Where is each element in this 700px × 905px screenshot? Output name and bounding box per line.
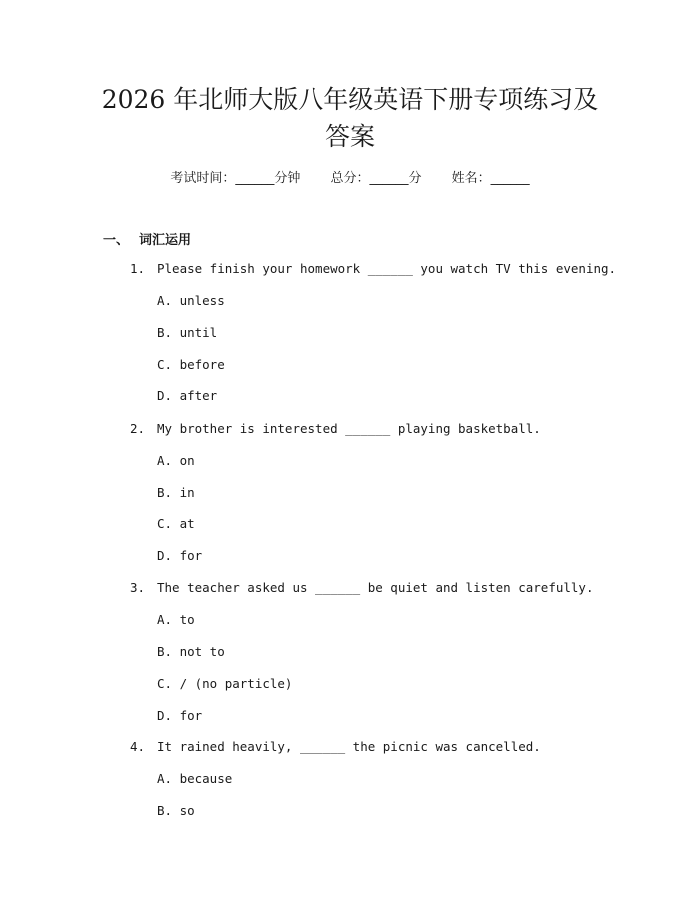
option-1b: B. until (157, 325, 218, 340)
option-3c: C. / (no particle) (157, 676, 293, 691)
question-text: The teacher asked us ______ be quiet and listen carefully. (157, 580, 594, 595)
option-4a: A. because (157, 771, 233, 786)
option-1c: C. before (157, 357, 225, 372)
option-2b: B. in (157, 485, 195, 500)
option-2d: D. for (157, 548, 203, 563)
section-title: 词汇运用 (139, 233, 192, 248)
option-4b: B. so (157, 803, 195, 818)
question-2 (130, 421, 541, 436)
question-text: My brother is interested ______ playing basketball. (157, 421, 541, 436)
document-title-line1: 2026 年北师大版八年级英语下册专项练习及 (101, 85, 599, 114)
option-3a: A. to (157, 612, 195, 627)
question-4 (130, 739, 541, 754)
option-1a: A. unless (157, 293, 225, 308)
question-1 (130, 261, 616, 276)
total-score: 总分：______分 (330, 171, 422, 186)
exam-meta (0, 167, 700, 186)
question-number: 3. (130, 580, 146, 595)
option-3d: D. for (157, 708, 203, 723)
question-3 (130, 580, 594, 595)
section-number: 一、 (103, 233, 130, 248)
option-2a: A. on (157, 453, 195, 468)
section-heading (103, 229, 191, 248)
exam-time: 考试时间：______分钟 (170, 171, 301, 186)
question-number: 2. (130, 421, 146, 436)
question-text: It rained heavily, ______ the picnic was cancelled. (157, 739, 541, 754)
question-text: Please finish your homework ______ you watch TV this evening. (157, 261, 617, 276)
option-3b: B. not to (157, 644, 225, 659)
question-number: 4. (130, 739, 146, 754)
option-1d: D. after (157, 388, 218, 403)
document-title-line2: 答案 (324, 122, 375, 151)
option-2c: C. at (157, 516, 195, 531)
student-name: 姓名：______ (451, 171, 530, 186)
question-number: 1. (130, 261, 146, 276)
